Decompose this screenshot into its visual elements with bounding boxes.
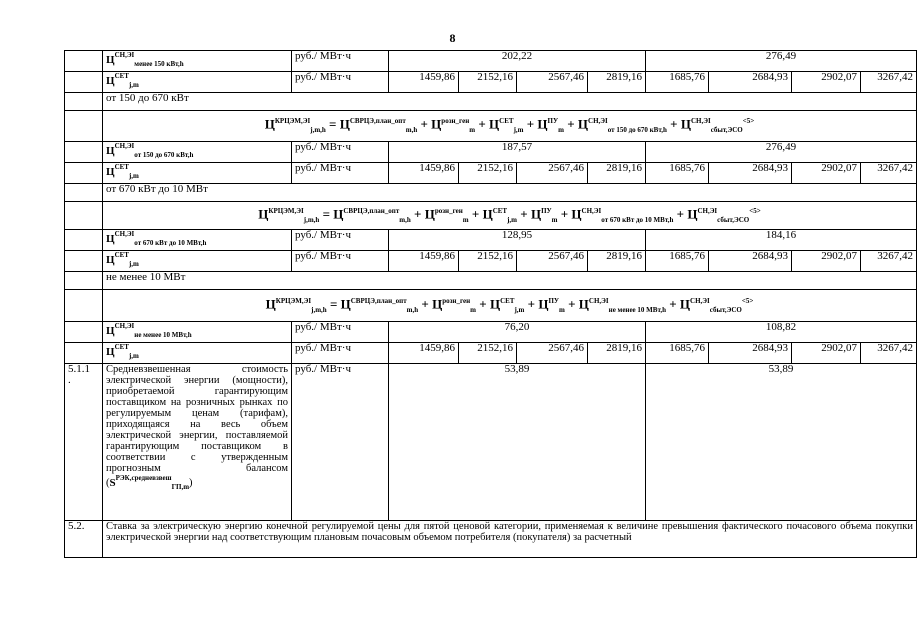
value-cell: 2819,16 <box>588 72 646 93</box>
formula-symbol: Ц <box>264 116 275 132</box>
formula-symbol: Ц <box>687 205 698 221</box>
formula-subscript: m,h <box>406 305 419 314</box>
sn-price-symbol <box>106 322 192 339</box>
formula-subscript: m <box>558 125 564 134</box>
symbol-subscript: от 670 кВт до 10 МВт,h <box>134 238 207 247</box>
formula-operator: + <box>666 295 680 311</box>
formula-symbol: Ц <box>265 295 276 311</box>
formula-cell <box>103 202 917 230</box>
table-row <box>65 251 917 272</box>
formula-operator: + <box>563 116 578 132</box>
value-cell: 1685,76 <box>646 251 709 272</box>
symbol-subscript: ГП,m <box>171 482 190 491</box>
formula-subscript: от 150 до 670 кВт,h <box>607 125 667 134</box>
value-cell: 2684,93 <box>709 343 792 364</box>
table-row <box>65 343 917 364</box>
indicator-cell <box>103 142 292 163</box>
unit-cell: руб./ МВт·ч <box>292 343 389 364</box>
formula-superscript: СН,ЭI <box>581 206 602 215</box>
footnote-mark: <5> <box>742 117 755 126</box>
number-cell <box>65 230 103 251</box>
formula-subscript: j,m,h <box>311 305 327 314</box>
formula-symbol: Ц <box>431 116 442 132</box>
formula-symbol: Ц <box>489 295 501 311</box>
value-cell: 2684,93 <box>709 72 792 93</box>
number-cell <box>65 111 103 142</box>
number-cell <box>65 343 103 364</box>
price-symbol: Ц <box>106 53 115 66</box>
table-row <box>65 93 917 111</box>
indicator-cell <box>103 51 292 72</box>
value-cell: 2567,46 <box>517 72 588 93</box>
formula-operator: + <box>417 116 432 132</box>
indicator-cell <box>103 251 292 272</box>
value-cell: 3267,42 <box>861 251 917 272</box>
value-cell: 2902,07 <box>792 163 861 184</box>
value-cell: 184,16 <box>646 230 917 251</box>
set-price-symbol <box>106 163 139 180</box>
symbol-subscript: j,m <box>128 351 139 360</box>
price-symbol: Ц <box>106 232 115 245</box>
table-row <box>65 322 917 343</box>
formula-cell <box>103 290 917 322</box>
formula-superscript: ПУ <box>548 296 560 305</box>
value-cell: 2152,16 <box>459 163 517 184</box>
indicator-cell <box>103 230 292 251</box>
indicator-cell <box>103 343 292 364</box>
number-cell <box>65 290 103 322</box>
formula-subscript: j,m <box>507 215 518 224</box>
symbol-subscript: от 150 до 670 кВт,h <box>134 150 194 159</box>
formula-subscript: m <box>462 215 469 224</box>
number-cell <box>65 322 103 343</box>
formula-operator: + <box>523 116 538 132</box>
table-row <box>65 272 917 290</box>
description-text-end: ) <box>189 477 193 489</box>
formula-subscript: m <box>551 215 558 224</box>
formula-symbol: Ц <box>489 116 500 132</box>
footnote-mark: <5> <box>749 206 761 215</box>
formula-subscript: j,m <box>513 125 524 134</box>
symbol-superscript: СЕТ <box>114 343 129 351</box>
indicator-cell <box>103 72 292 93</box>
value-cell: 2567,46 <box>517 163 588 184</box>
unit-cell: руб./ МВт·ч <box>292 230 389 251</box>
formula-superscript: СЕТ <box>499 117 514 126</box>
number-cell <box>65 93 103 111</box>
formula-superscript: розн_ген <box>442 296 471 305</box>
unit-cell: руб./ МВт·ч <box>292 251 389 272</box>
description-text: Средневзвешенная стоимость электрической энергии (мощности), приобретаемой гарантирующим поставщиком на розничных рынках по регулируемым ценам (тарифам), приходящаяся на весь объем электрической энергии, поставляемой гарантирующим поставщиком в соответствии с утвержденным прогнозным балансом ( <box>106 364 288 489</box>
formula-symbol: Ц <box>424 205 435 221</box>
range-heading: от 670 кВт до 10 МВт <box>103 184 917 202</box>
number-cell: 5.2. <box>65 521 103 558</box>
formula-symbol: Ц <box>571 205 582 221</box>
formula-superscript: ПУ <box>547 117 559 126</box>
formula-superscript: СН,ЭI <box>690 117 711 126</box>
value-cell: 1685,76 <box>646 343 709 364</box>
value-cell: 2902,07 <box>792 251 861 272</box>
formula-symbol: Ц <box>482 205 493 221</box>
formula-superscript: СВРЦЭ,план_опт <box>343 206 400 215</box>
formula-superscript: розн_ген <box>434 206 463 215</box>
formula-subscript: от 670 кВт до 10 МВт,h <box>601 215 674 224</box>
price-symbol: Ц <box>106 144 115 157</box>
formula-subscript: m,h <box>399 215 411 224</box>
value-cell: 2819,16 <box>588 343 646 364</box>
formula-operator: + <box>410 205 425 221</box>
indicator-cell <box>103 322 292 343</box>
row-number-dot: . <box>68 374 71 386</box>
unit-cell: руб./ МВт·ч <box>292 142 389 163</box>
formula-cell <box>103 111 917 142</box>
formula-superscript: КРЦЭМ,ЭI <box>275 296 312 305</box>
number-cell <box>65 184 103 202</box>
formula-subscript: j,m,h <box>310 125 326 134</box>
formula-subscript: сбыт,ЭСО <box>709 305 742 314</box>
formula-superscript: СН,ЭI <box>588 296 609 305</box>
symbol-subscript: j,m <box>128 80 139 89</box>
formula-operator: + <box>564 295 579 311</box>
formula-operator: + <box>524 295 539 311</box>
range-heading: не менее 10 МВт <box>103 272 917 290</box>
price-symbol: Ц <box>106 165 115 178</box>
sn-price-symbol <box>106 142 194 159</box>
value-cell: 202,22 <box>389 51 646 72</box>
formula-symbol: Ц <box>339 116 350 132</box>
unit-cell: руб./ МВт·ч <box>292 364 389 521</box>
value-cell: 3267,42 <box>861 72 917 93</box>
table-row-5-1-1 <box>65 364 917 521</box>
formula-operator: + <box>557 205 572 221</box>
indicator-cell <box>103 163 292 184</box>
value-cell: 276,49 <box>646 51 917 72</box>
price-symbol: Ц <box>106 345 115 358</box>
formula-symbol: Ц <box>538 295 549 311</box>
set-price-symbol <box>106 72 139 89</box>
table-row <box>65 51 917 72</box>
formula-subscript: j,m,h <box>303 215 320 224</box>
formula-superscript: розн_ген <box>441 117 470 126</box>
formula-symbol: Ц <box>432 295 443 311</box>
value-cell: 76,20 <box>389 322 646 343</box>
value-cell: 3267,42 <box>861 163 917 184</box>
formula-symbol: Ц <box>537 116 548 132</box>
value-cell: 2902,07 <box>792 72 861 93</box>
formula-superscript: СВРЦЭ,план_опт <box>349 117 406 126</box>
range-heading: от 150 до 670 кВт <box>103 93 917 111</box>
formula-superscript: КРЦЭМ,ЭI <box>268 206 304 215</box>
formula-subscript: m <box>470 305 477 314</box>
formula-symbol: Ц <box>679 295 691 311</box>
formula-superscript: КРЦЭМ,ЭI <box>274 117 311 126</box>
set-price-symbol <box>106 343 139 360</box>
price-symbol: Ц <box>106 253 115 266</box>
value-cell: 53,89 <box>646 364 917 521</box>
table-row <box>65 290 917 322</box>
value-cell: 1459,86 <box>389 343 459 364</box>
value-cell: 1459,86 <box>389 163 459 184</box>
formula-symbol: Ц <box>530 205 542 221</box>
formula-operator: = <box>326 295 341 311</box>
sn-price-symbol <box>106 51 184 68</box>
symbol-subscript: менее 150 кВт,h <box>134 59 184 68</box>
formula-operator: + <box>517 205 531 221</box>
formula-operator: = <box>325 116 340 132</box>
unit-cell: руб./ МВт·ч <box>292 322 389 343</box>
value-cell: 3267,42 <box>861 343 917 364</box>
number-cell <box>65 364 103 521</box>
formula-symbol: Ц <box>578 295 589 311</box>
value-cell: 276,49 <box>646 142 917 163</box>
value-cell: 2902,07 <box>792 343 861 364</box>
unit-cell: руб./ МВт·ч <box>292 72 389 93</box>
footnote-mark: <5> <box>741 296 754 305</box>
formula-superscript: СЕТ <box>492 206 508 215</box>
value-cell: 108,82 <box>646 322 917 343</box>
formula-subscript: m,h <box>405 125 418 134</box>
value-cell: 128,95 <box>389 230 646 251</box>
formula-symbol: Ц <box>680 116 691 132</box>
price-symbol: Ц <box>106 324 115 337</box>
symbol-superscript: СЕТ <box>114 163 129 171</box>
formula-superscript: ПУ <box>541 206 552 215</box>
symbol-subscript: не менее 10 МВт,h <box>134 330 192 339</box>
formula-superscript: СН,ЭI <box>690 296 710 305</box>
formula-symbol: Ц <box>258 205 269 221</box>
table-row <box>65 142 917 163</box>
formula-operator: + <box>418 295 433 311</box>
formula-symbol: Ц <box>340 295 351 311</box>
symbol-subscript: j,m <box>128 171 139 180</box>
description-cell: Ставка за электрическую энергию конечной регулируемой цены для пятой ценовой категории, применяемая к величине превышения фактического почасового объема покупки электрической энергии над соответствующим плановым почасовым объемом потребителя (покупателя) за расчетный <box>103 521 917 558</box>
sn-price-symbol <box>106 230 207 247</box>
number-cell <box>65 72 103 93</box>
number-cell <box>65 251 103 272</box>
table-row-5-2 <box>65 521 917 558</box>
symbol-subscript: j,m <box>128 259 139 268</box>
symbol-superscript: СЕТ <box>114 72 129 80</box>
number-cell <box>65 272 103 290</box>
formula-operator: = <box>319 205 334 221</box>
number-cell <box>65 202 103 230</box>
balance-symbol <box>109 474 190 491</box>
number-cell <box>65 142 103 163</box>
formula-operator: + <box>476 295 490 311</box>
formula-subscript: сбыт,ЭСО <box>710 125 743 134</box>
set-price-symbol <box>106 251 139 268</box>
value-cell: 2819,16 <box>588 163 646 184</box>
value-cell: 187,57 <box>389 142 646 163</box>
number-cell <box>65 163 103 184</box>
value-cell: 2567,46 <box>517 343 588 364</box>
formula-subscript: m <box>469 125 476 134</box>
formula-symbol: Ц <box>333 205 344 221</box>
table-row <box>65 163 917 184</box>
table-row <box>65 72 917 93</box>
row-number: 5.1.1 <box>68 363 90 375</box>
value-cell: 1459,86 <box>389 251 459 272</box>
formula-subscript: не менее 10 МВт,h <box>608 305 666 314</box>
formula-operator: + <box>468 205 483 221</box>
value-cell: 2152,16 <box>459 343 517 364</box>
formula-operator: + <box>475 116 490 132</box>
symbol-superscript: СЕТ <box>114 251 129 259</box>
table-row <box>65 184 917 202</box>
value-cell: 1459,86 <box>389 72 459 93</box>
formula-superscript: СЕТ <box>500 296 515 305</box>
formula-superscript: СН,ЭI <box>697 206 718 215</box>
value-cell: 2152,16 <box>459 251 517 272</box>
value-cell: 53,89 <box>389 364 646 521</box>
unit-cell: руб./ МВт·ч <box>292 163 389 184</box>
page-number: 8 <box>449 31 456 45</box>
formula-symbol: Ц <box>577 116 589 132</box>
formula-operator: + <box>673 205 688 221</box>
number-cell <box>65 51 103 72</box>
table-row <box>65 230 917 251</box>
symbol-main: S <box>109 476 116 489</box>
tariff-table <box>64 50 917 558</box>
formula-superscript: СН,ЭI <box>588 117 608 126</box>
formula-subscript: сбыт,ЭСО <box>717 215 750 224</box>
formula-operator: + <box>666 116 681 132</box>
symbol-superscript: СН,ЭI <box>114 51 135 59</box>
formula-subscript: j,m <box>514 305 525 314</box>
value-cell: 2152,16 <box>459 72 517 93</box>
formula-subscript: m <box>559 305 565 314</box>
value-cell: 1685,76 <box>646 72 709 93</box>
value-cell: 2567,46 <box>517 251 588 272</box>
symbol-superscript: РЭК,средневзвеш <box>115 474 172 482</box>
description-cell <box>103 364 292 521</box>
value-cell: 2819,16 <box>588 251 646 272</box>
symbol-superscript: СН,ЭI <box>114 322 135 330</box>
symbol-superscript: СН,ЭI <box>114 230 135 238</box>
value-cell: 2684,93 <box>709 163 792 184</box>
formula-superscript: СВРЦЭ,план_опт <box>350 296 407 305</box>
value-cell: 2684,93 <box>709 251 792 272</box>
value-cell: 1685,76 <box>646 163 709 184</box>
price-symbol: Ц <box>106 74 115 87</box>
table-row <box>65 111 917 142</box>
unit-cell: руб./ МВт·ч <box>292 51 389 72</box>
symbol-superscript: СН,ЭI <box>114 142 135 150</box>
table-row <box>65 202 917 230</box>
